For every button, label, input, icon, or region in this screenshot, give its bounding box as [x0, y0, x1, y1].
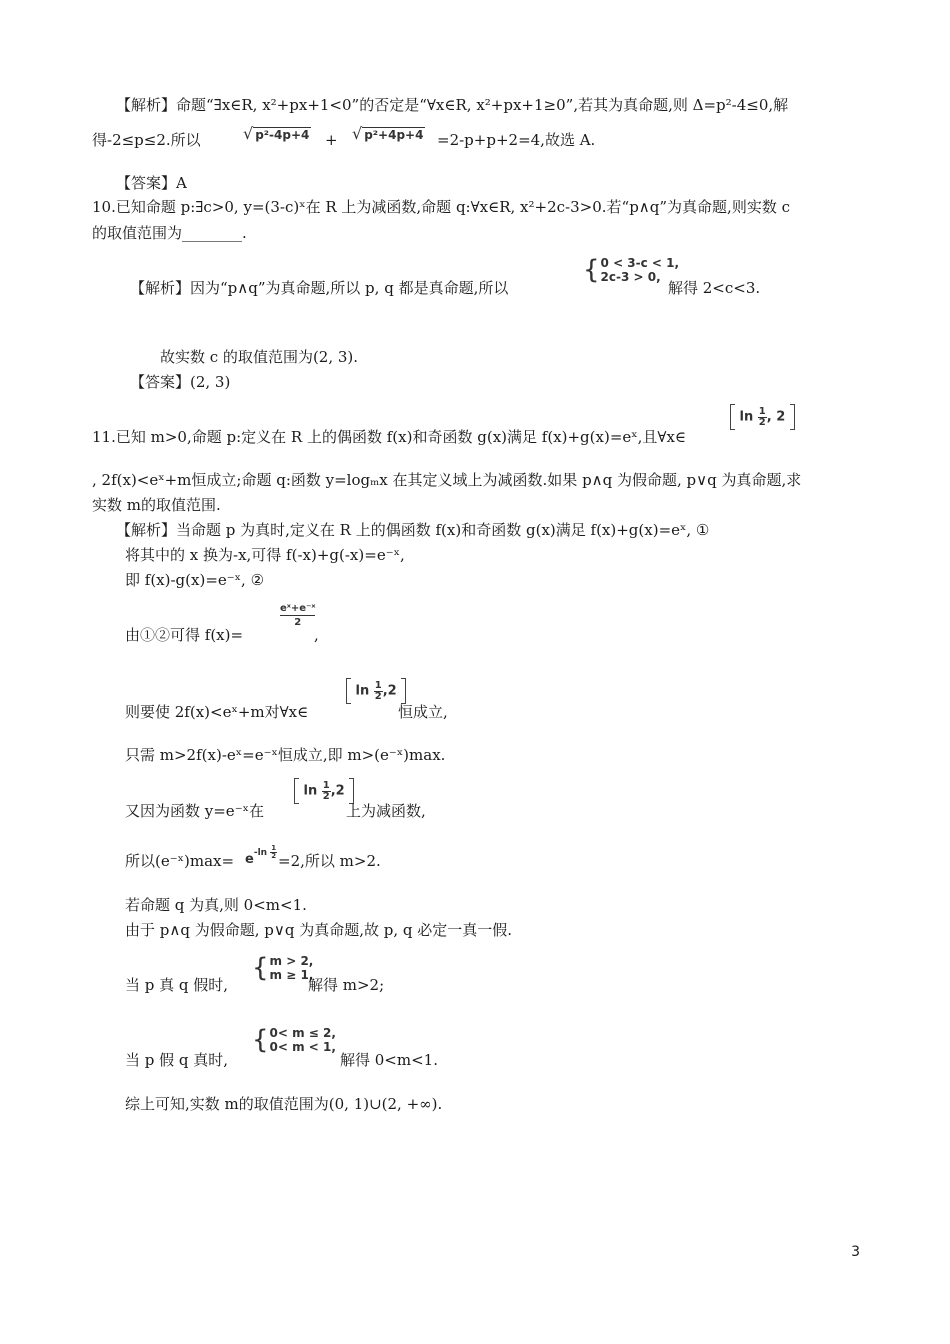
system-row: 0< m < 1,	[269, 1040, 336, 1054]
sqrt-expression-1: √ p²-4p+4	[243, 124, 310, 143]
q11-step-4-end: ,	[314, 626, 319, 644]
q11-step-1: 【解析】当命题 p 为真时,定义在 R 上的偶函数 f(x)和奇函数 g(x)满足 f(x)+g(x)=eˣ, ①	[116, 521, 710, 539]
q10-question-line1: 10.已知命题 p:∃c>0, y=(3-c)ˣ在 R 上为减函数,命题 q:∀x∈R, x²+2c-3>0.若“p∧q”为真命题,则实数 c	[92, 198, 790, 216]
q10-answer: 【答案】(2, 3)	[130, 373, 231, 391]
q11-step-8-end: =2,所以 m>2.	[278, 852, 381, 870]
system-row: m > 2,	[269, 954, 314, 968]
interval-ln-half-to-2: ln $\frac{1}{2}$ ,2	[294, 778, 354, 804]
system-row: 0< m ≤ 2,	[269, 1026, 336, 1040]
plus-sign: +	[325, 131, 338, 149]
q9-analysis-line2-start: 得-2≤p≤2.所以	[92, 131, 201, 149]
q11-question-line2: , 2f(x)<eˣ+m恒成立;命题 q:函数 y=logₘx 在其定义域上为减函数.如果 p∧q 为假命题, p∨q 为真命题,求	[92, 471, 802, 489]
q11-step-12-end: 解得 0<m<1.	[340, 1051, 438, 1069]
q11-question-line1: 11.已知 m>0,命题 p:定义在 R 上的偶函数 f(x)和奇函数 g(x)满足 f(x)+g(x)=eˣ,且∀x∈	[92, 428, 687, 446]
q10-analysis-start: 【解析】因为“p∧q”为真命题,所以 p, q 都是真命题,所以	[130, 279, 509, 297]
q11-step-7-end: 上为减函数,	[346, 802, 426, 820]
system-row: 2c-3 > 0,	[600, 270, 661, 284]
q11-step-5-start: 则要使 2f(x)<eˣ+m对∀x∈	[125, 703, 309, 721]
system-row: m ≥ 1,	[269, 968, 314, 982]
q11-conclusion: 综上可知,实数 m的取值范围为(0, 1)∪(2, +∞).	[125, 1095, 443, 1113]
q11-step-7-start: 又因为函数 y=e⁻ˣ在	[125, 802, 264, 820]
q11-step-11-start: 当 p 真 q 假时,	[125, 976, 229, 994]
q11-step-12-start: 当 p 假 q 真时,	[125, 1051, 229, 1069]
q11-step-2: 将其中的 x 换为-x,可得 f(-x)+g(-x)=e⁻ˣ,	[125, 546, 405, 564]
q11-step-9: 若命题 q 为真,则 0<m<1.	[125, 896, 307, 914]
interval-ln-half-to-2: ln $\frac{1}{2}$ ,2	[346, 678, 406, 704]
q11-step-10: 由于 p∧q 为假命题, p∨q 为真命题,故 p, q 必定一真一假.	[125, 921, 513, 939]
q9-answer: 【答案】A	[116, 174, 187, 192]
sqrt-expression-2: √ p²+4p+4	[352, 124, 424, 143]
q11-step-3: 即 f(x)-g(x)=e⁻ˣ, ②	[125, 571, 265, 589]
exponent-expression: $e^{-ln \frac{1}{2}}$	[245, 844, 277, 867]
q9-analysis-line2-end: =2-p+p+2=4,故选 A.	[437, 131, 596, 149]
system-row: 0 < 3-c < 1,	[600, 256, 680, 270]
q11-question-line3: 实数 m的取值范围.	[92, 496, 221, 514]
q10-conclusion: 故实数 c 的取值范围为(2, 3).	[160, 348, 359, 366]
page-number: 3	[851, 1244, 860, 1260]
q11-step-4-start: 由①②可得 f(x)=	[125, 626, 244, 644]
case2-inequality-system: { 0< m ≤ 2, 0< m < 1,	[252, 1025, 336, 1055]
case1-inequality-system: { m > 2, m ≥ 1,	[252, 953, 314, 983]
q10-question-line2: 的取值范围为________.	[92, 224, 247, 242]
q9-analysis-line1: 【解析】命题“∃x∈R, x²+px+1<0”的否定是“∀x∈R, x²+px+1≥0”,若其为真命题,则 Δ=p²-4≤0,解	[116, 96, 789, 114]
q11-step-11-end: 解得 m>2;	[308, 976, 385, 994]
fraction-f-of-x: eˣ+e⁻ˣ 2	[280, 603, 316, 628]
q11-step-8-start: 所以(e⁻ˣ)max=	[125, 852, 235, 870]
q11-step-6: 只需 m>2f(x)-eˣ=e⁻ˣ恒成立,即 m>(e⁻ˣ)max.	[125, 746, 446, 764]
q11-step-5-end: 恒成立,	[398, 703, 448, 721]
q10-analysis-end: 解得 2<c<3.	[668, 279, 761, 297]
q10-inequality-system: { 0 < 3-c < 1, 2c-3 > 0,	[583, 255, 680, 285]
interval-ln-half-to-2: ln $\frac{1}{2}$ , 2	[730, 404, 795, 430]
